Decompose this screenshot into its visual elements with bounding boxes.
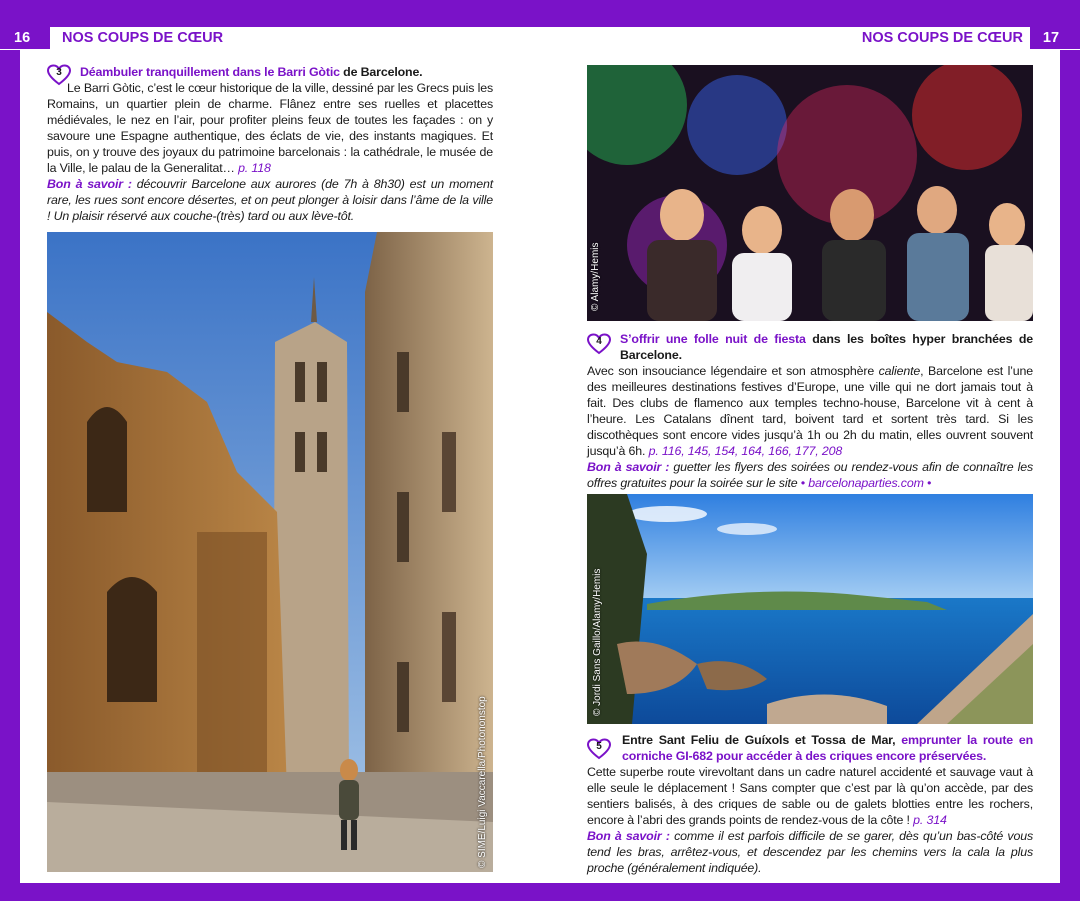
left-page — [20, 50, 540, 883]
item-4-text — [587, 331, 1033, 491]
coast-photo — [587, 494, 1033, 724]
item-3-lead: Déambuler tranquillement dans le Barri Gòtic de Barcelone. — [80, 65, 423, 79]
item-5-lead: Entre Sant Feliu de Guíxols et Tossa de Mar, emprunter la route en corniche GI-682 pour accéder à des criques encore préservées. — [622, 733, 1033, 763]
item-3-tip: Bon à savoir : découvrir Barcelone aux aurores (de 7h à 8h30) est un moment rare, les rues sont encore désertes, et on peut plonger à loisir dans l’âme de la ville ! Un plaisir réservé aux couche-(très) tard ou aux lève-tôt. — [47, 177, 493, 223]
photo-credit-2: © Alamy/Hemis — [590, 242, 601, 311]
item-3-body: Le Barri Gòtic, c’est le cœur historique de la ville, dessiné par les Grecs puis les Romains, un quartier plein de charme. Flânez entre ses ruelles et placettes médiévales, le nez en l’air, pour profiter pleins feux de toutes les façades : on y savoure une Espagne authentique, des éclats de vie, des instants magiques. Et puis, on y trouve des joyaux du patrimoine barcelonais : la cathédrale, le musée de la Ville, le palau de la Generalitat… p. 118 — [47, 81, 493, 175]
item-4-body: Avec son insouciance légendaire et son atmosphère caliente, Barcelone est l’une des meilleures destinations festives d’Europe, une ville qui ne dort jamais tout à fait. Des clubs de flamenco aux temples techno-house, Barcelone vit à cent à l’heure. Les Catalans dînent tard, boivent tard et sortent très tard. Si les discothèques sont encore vides jusqu’à 1h ou 2h du matin, elles ouvrent souvent jusqu’à 6h. p. 116, 145, 154, 164, 166, 177, 208 — [587, 364, 1034, 458]
photo-credit-3: © Jordi Sans Gaillo/Alamy/Hemis — [592, 568, 603, 716]
item-4-tip: Bon à savoir : guetter les flyers des soirées ou rendez-vous afin de connaître les offres gratuites pour la soirée sur le site • barcelonaparties.com • — [587, 460, 1033, 490]
photo-credit-1: © SIME/Luigi Vaccarella/Photononstop — [477, 696, 488, 868]
heart-number-icon: 4 — [587, 333, 611, 355]
section-title-right: NOS COUPS DE CŒUR — [861, 30, 1023, 46]
left-page-header — [0, 27, 223, 49]
barcelonaparties-link[interactable]: • barcelonaparties.com • — [800, 476, 932, 490]
item-5-tip: Bon à savoir : comme il est parfois difficile de se garer, dès qu’un bas-côté vous tend les bras, arrêtez-vous, et descendez par les chemins vers la cala la plus proche (généralement indiquée). — [587, 829, 1033, 875]
right-page — [540, 50, 1060, 883]
heart-number-icon: 5 — [587, 738, 611, 760]
item-5-body: Cette superbe route virevoltant dans un cadre naturel accidenté et sauvage vaut à elle seule le déplacement ! Sans compter que c’est par là qu’on accède, par des sentiers balisés, à des criques de sable ou de galets blotties entre les rochers, encore à l’abri des grands points de rendez-vous de la côte ! p. 314 — [587, 765, 1033, 827]
heart-number-icon: 3 — [47, 64, 71, 86]
item-5-text — [587, 732, 1033, 876]
nightclub-illustration — [587, 65, 1033, 321]
barri-gotic-photo — [47, 232, 493, 872]
coast-illustration — [587, 494, 1033, 724]
page-number-left: 16 — [0, 27, 50, 49]
item-4-lead: S’offrir une folle nuit de fiesta dans les boîtes hyper branchées de Barcelone. — [620, 332, 1033, 362]
nightclub-photo — [587, 65, 1033, 321]
right-page-header — [862, 27, 1080, 49]
barri-gotic-illustration — [47, 232, 493, 872]
page-number-right: 17 — [1030, 27, 1080, 49]
item-3-text — [47, 64, 493, 224]
section-title-left: NOS COUPS DE CŒUR — [62, 30, 224, 46]
